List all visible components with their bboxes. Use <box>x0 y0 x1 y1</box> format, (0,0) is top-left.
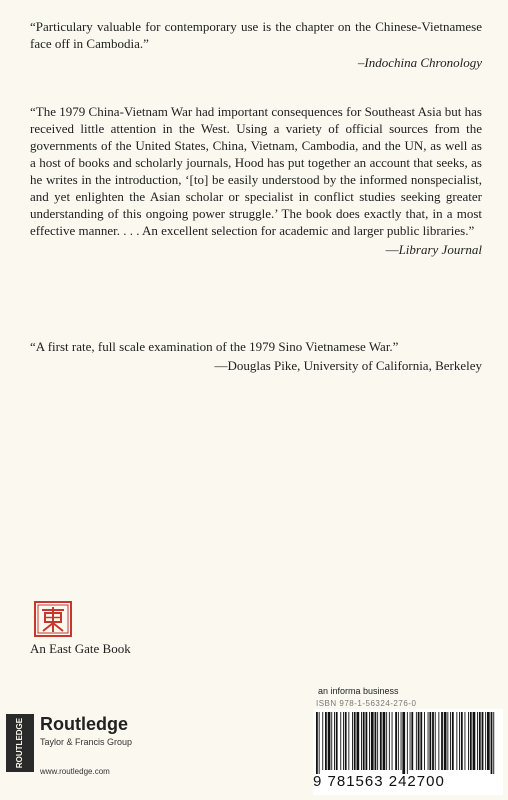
barcode-bar <box>325 712 327 770</box>
quote-attribution: —Douglas Pike, University of California, Berkeley <box>214 358 482 373</box>
barcode-bar <box>361 712 362 770</box>
barcode-bar <box>340 712 341 770</box>
barcode-bar <box>334 712 335 770</box>
barcode-bar <box>468 712 469 770</box>
quote-text: “Particulary valuable for contemporary use is the chapter on the Chinese-Vietnamese face off in Cambodia.” <box>30 19 482 51</box>
barcode-bar <box>418 712 420 770</box>
barcode-bar <box>450 712 451 770</box>
barcode-bar <box>447 712 448 770</box>
isbn-barcode-icon <box>312 712 496 774</box>
barcode-bar <box>389 712 390 770</box>
east-gate-logo-icon <box>34 601 72 637</box>
barcode-bar <box>331 712 332 770</box>
quote-source: Indochina Chronology <box>364 55 482 70</box>
barcode-bar <box>383 712 386 770</box>
east-gate-imprint: An East Gate Book <box>30 641 131 656</box>
barcode-bar <box>377 712 378 770</box>
barcode-bar <box>352 712 353 770</box>
barcode-bar <box>319 712 320 774</box>
barcode-bar <box>369 712 370 770</box>
barcode-bar <box>407 712 408 774</box>
quote-attribution: —Library Journal <box>385 242 482 257</box>
barcode-bar <box>363 712 365 770</box>
barcode-bar <box>402 712 405 774</box>
barcode-bar <box>435 712 436 770</box>
barcode-bar <box>438 712 439 770</box>
barcode-bar <box>392 712 393 770</box>
quote-text: “A first rate, full scale examination of the 1979 Sino Vietnamese War.” <box>30 339 399 354</box>
quote-text: “The 1979 China-Vietnam War had important consequences for Southeast Asia but has received little attention in the West. Using a variety of official sources from the governments of the United States, China, Vietnam, Cambodia, and the UN, as well as a host of books and scholarly journals, Hood has put together an account that seeks, as he writes in the introduction, ‘[to] be easily understood by the informed nonspecialist, and yet enlighten the Asian scholar or specialist in conflict studies seeking greater understanding of this ongoing power struggle.’ The book does exactly that, in a most effective manner. . . . An excellent selection for academic and larger public libraries.” <box>30 104 482 238</box>
barcode-bar <box>354 712 356 770</box>
barcode-bar <box>432 712 434 770</box>
review-quote-1 <box>30 18 482 71</box>
barcode-bar <box>398 712 399 770</box>
barcode-bar <box>479 712 481 770</box>
publisher-name: Routledge <box>40 714 128 734</box>
barcode-bar <box>410 712 411 770</box>
barcode-bar <box>336 712 338 770</box>
barcode-bar <box>485 712 486 770</box>
barcode-bar <box>316 712 318 774</box>
barcode-bar <box>491 712 493 774</box>
quote-source: Library Journal <box>398 242 482 257</box>
barcode-bar <box>366 712 368 770</box>
barcode-bar <box>470 712 472 770</box>
barcode-bar <box>371 712 374 770</box>
barcode-bar <box>429 712 431 770</box>
barcode-bar <box>420 712 422 770</box>
barcode-bar <box>461 712 463 770</box>
barcode-bar <box>375 712 377 770</box>
barcode-bar <box>345 712 347 770</box>
informa-tagline: an informa business <box>318 686 399 696</box>
barcode-bar <box>456 712 457 770</box>
routledge-logo-icon <box>6 714 34 772</box>
barcode-bar <box>395 712 397 770</box>
barcode-bar <box>401 712 402 770</box>
quote-affiliation: , University of California, Berkeley <box>297 358 482 373</box>
barcode-bar <box>482 712 484 770</box>
publisher-group: Taylor & Francis Group <box>40 737 133 747</box>
barcode-bar <box>452 712 454 770</box>
publisher-url: www.routledge.com <box>40 767 110 776</box>
barcode-bar <box>459 712 460 770</box>
barcode-bar <box>428 712 429 770</box>
quote-attribution: –Indochina Chronology <box>357 55 482 70</box>
barcode-digits: 9 781563 242700 <box>313 773 445 790</box>
barcode-bar <box>416 712 417 770</box>
barcode-bar <box>465 712 466 770</box>
barcode-bar <box>343 712 344 770</box>
barcode-bar <box>473 712 476 770</box>
barcode-bar <box>411 712 413 770</box>
barcode-bar <box>357 712 360 770</box>
isbn-number: ISBN 978-1-56324-276-0 <box>316 699 417 708</box>
routledge-side-mark: ROUTLEDGE <box>15 717 25 769</box>
review-quote-2 <box>30 103 482 258</box>
review-quote-3 <box>30 338 482 374</box>
barcode-bar <box>493 712 494 774</box>
barcode-bar <box>328 712 331 770</box>
barcode-bar <box>322 712 323 770</box>
barcode-bar <box>477 712 478 770</box>
barcode-bar <box>348 712 349 770</box>
barcode-bar <box>386 712 387 770</box>
barcode-bar <box>441 712 443 770</box>
barcode-bar <box>444 712 447 770</box>
barcode-bar <box>380 712 382 770</box>
barcode-bar <box>424 712 425 770</box>
barcode-bar <box>487 712 490 770</box>
quote-source: Douglas Pike <box>227 358 298 373</box>
